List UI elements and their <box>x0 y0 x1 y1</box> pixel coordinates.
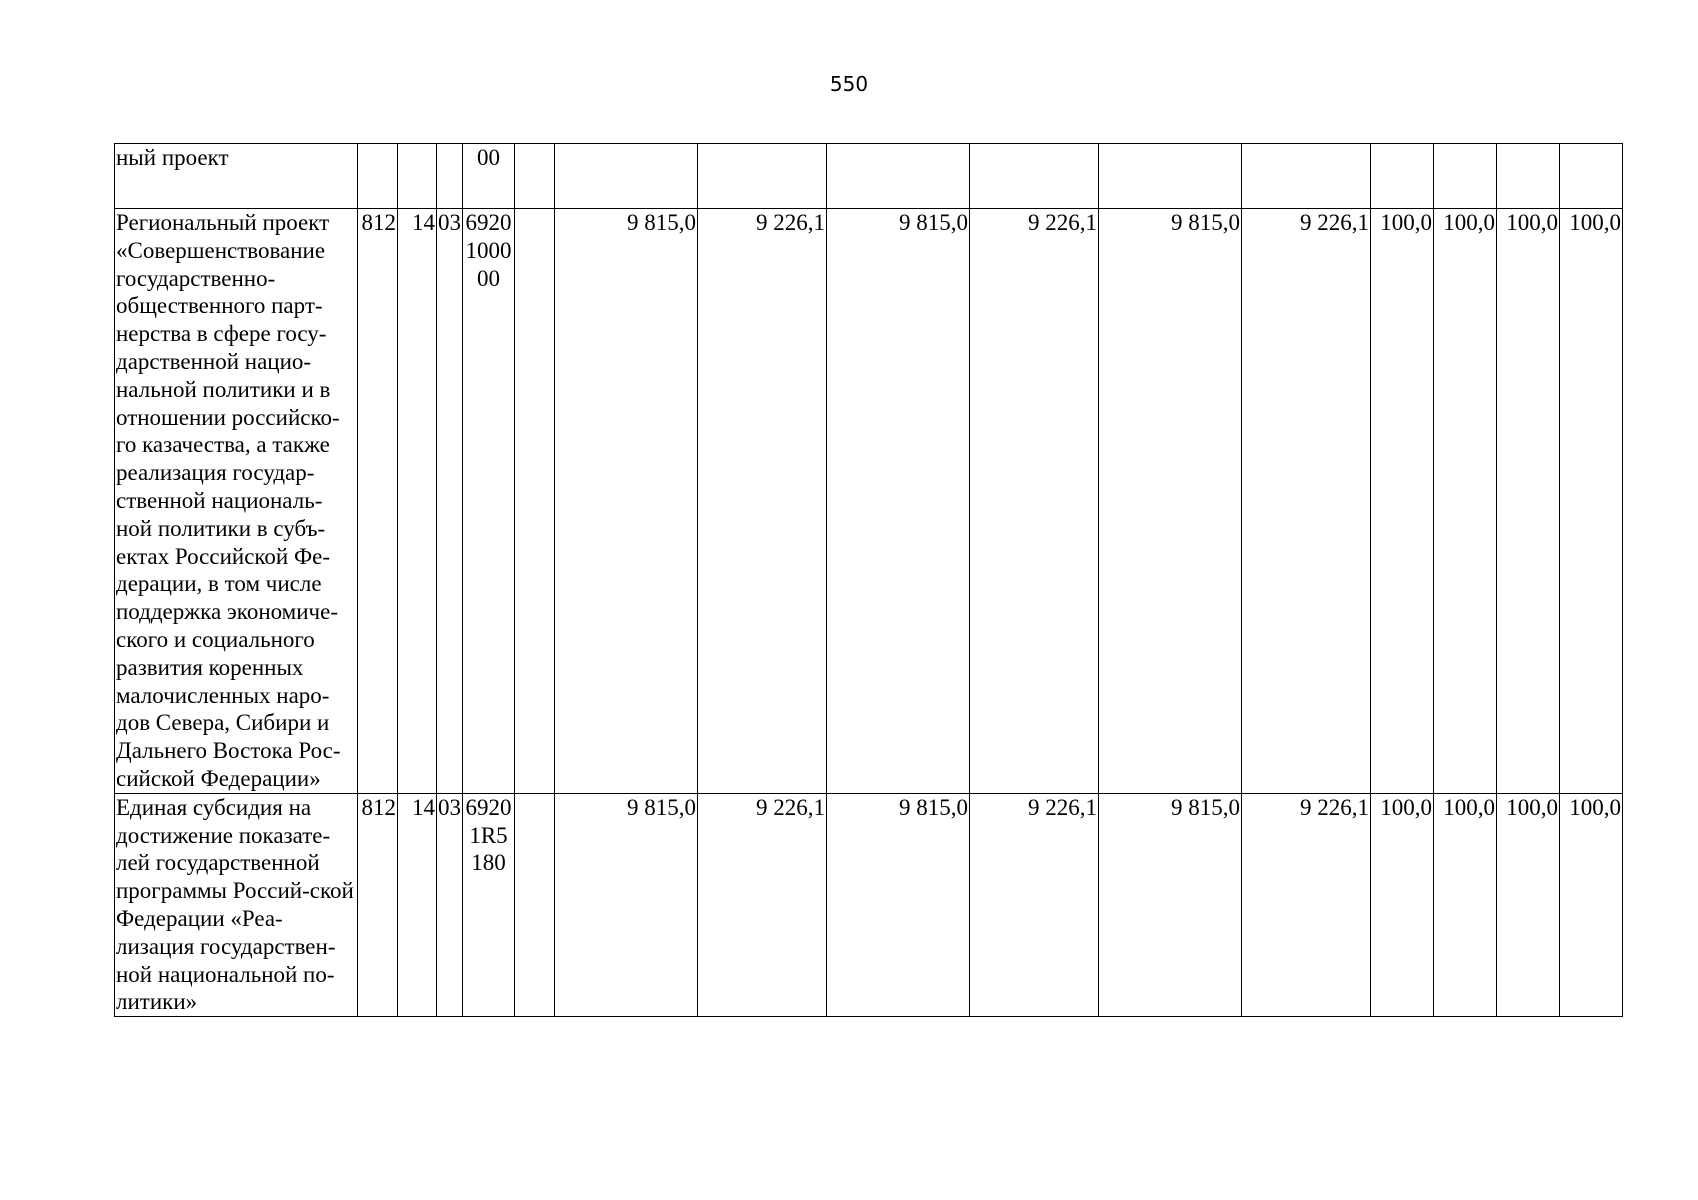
value-cell <box>1099 144 1242 209</box>
value-cell: 9 815,0 <box>555 793 698 1016</box>
percent-cell: 100,0 <box>1497 209 1560 794</box>
expense-type-code <box>515 144 555 209</box>
percent-cell: 100,0 <box>1434 793 1497 1016</box>
value-cell <box>827 144 970 209</box>
percent-cell <box>1371 144 1434 209</box>
budget-table <box>114 143 1623 1017</box>
expense-type-code <box>515 209 555 794</box>
value-cell: 9 815,0 <box>1099 209 1242 794</box>
value-cell <box>1242 144 1371 209</box>
subsection-code: 03 <box>437 209 463 794</box>
grbs-code: 812 <box>358 209 398 794</box>
percent-cell <box>1560 144 1623 209</box>
target-article-code: 6920 1R5 180 <box>463 793 515 1016</box>
row-name: Единая субсидия на достижение показате-лей государственной программы Россий-ской Федерации «Реа-лизация государствен-ной национальной по-литики» <box>115 793 358 1016</box>
percent-cell: 100,0 <box>1371 793 1434 1016</box>
section-code: 14 <box>398 209 437 794</box>
table-row <box>115 209 1623 794</box>
percent-cell: 100,0 <box>1560 793 1623 1016</box>
value-cell <box>698 144 827 209</box>
value-cell: 9 226,1 <box>1242 209 1371 794</box>
value-cell: 9 226,1 <box>970 209 1099 794</box>
percent-cell: 100,0 <box>1434 209 1497 794</box>
grbs-code <box>358 144 398 209</box>
value-cell: 9 226,1 <box>1242 793 1371 1016</box>
section-code: 14 <box>398 793 437 1016</box>
target-article-code: 6920 1000 00 <box>463 209 515 794</box>
expense-type-code <box>515 793 555 1016</box>
grbs-code: 812 <box>358 793 398 1016</box>
value-cell: 9 226,1 <box>698 209 827 794</box>
subsection-code: 03 <box>437 793 463 1016</box>
percent-cell: 100,0 <box>1371 209 1434 794</box>
subsection-code <box>437 144 463 209</box>
percent-cell: 100,0 <box>1560 209 1623 794</box>
value-cell: 9 226,1 <box>698 793 827 1016</box>
row-name: Региональный проект «Совершенствование государственно-общественного парт-нерства в сфере госу-дарственной нацио-нальной политики и в отношении российско-го казачества, а также реализация государ-ственной националь-ной политики в субъ-ектах Российской Фе-дерации, в том числе поддержка экономиче-ского и социального развития коренных малочисленных наро-дов Севера, Сибири и Дальнего Востока Рос-сийской Федерации» <box>115 209 358 794</box>
value-cell: 9 815,0 <box>555 209 698 794</box>
value-cell <box>970 144 1099 209</box>
table-row <box>115 793 1623 1016</box>
row-name: ный проект <box>115 144 358 209</box>
value-cell: 9 815,0 <box>827 209 970 794</box>
target-article-code: 00 <box>463 144 515 209</box>
value-cell: 9 815,0 <box>1099 793 1242 1016</box>
percent-cell <box>1497 144 1560 209</box>
value-cell <box>555 144 698 209</box>
value-cell: 9 815,0 <box>827 793 970 1016</box>
page-number: 550 <box>829 72 869 96</box>
percent-cell <box>1434 144 1497 209</box>
value-cell: 9 226,1 <box>970 793 1099 1016</box>
table-row <box>115 144 1623 209</box>
percent-cell: 100,0 <box>1497 793 1560 1016</box>
section-code <box>398 144 437 209</box>
